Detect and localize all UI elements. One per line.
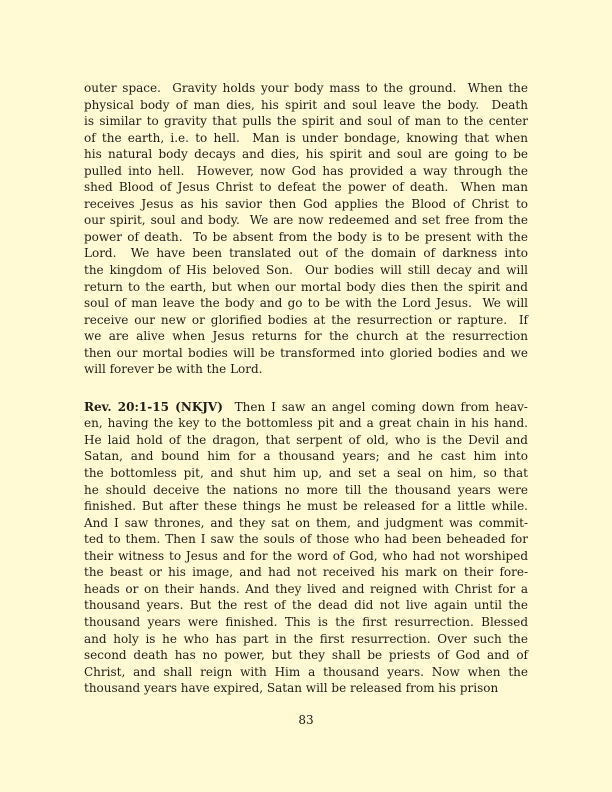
text-line: heads or on their hands. And they lived and reigned with Christ for a xyxy=(84,581,528,596)
text-line: return to the earth, but when our mortal body dies then the spirit and xyxy=(84,279,528,294)
text-line: second death has no power, but they shall be priests of God and of xyxy=(84,648,528,663)
text-line: shed Blood of Jesus Christ to defeat the power of death. When man xyxy=(84,180,528,195)
text-line: Satan, and bound him for a thousand years; and he cast him into xyxy=(84,449,528,464)
text-line: finished. But after these things he must be released for a little while. xyxy=(84,499,528,514)
text-line: thousand years have expired, Satan will be released from his prison xyxy=(84,681,499,696)
text-line: outer space. Gravity holds your body mass to the ground. When the xyxy=(84,81,528,95)
text-line: of the earth, i.e. to hell. Man is under bondage, knowing that when xyxy=(84,130,528,145)
text-line: his natural body decays and dies, his spirit and soul are going to be xyxy=(84,147,528,162)
paragraph-2 xyxy=(84,399,528,697)
text-line: the bottomless pit, and shut him up, and set a seal on him, so that xyxy=(84,466,528,481)
text-line: en, having the key to the bottomless pit and a great chain in his hand. xyxy=(84,416,528,431)
text-line: our spirit, soul and body. We are now redeemed and set free from the xyxy=(84,213,528,228)
text-line: pulled into hell. However, now God has provided a way through the xyxy=(84,163,528,178)
text-line: the kingdom of His beloved Son. Our bodies will still decay and will xyxy=(84,263,528,278)
text-line: receive our new or glorified bodies at the resurrection or rapture. If xyxy=(84,312,528,327)
text-line: physical body of man dies, his spirit and soul leave the body. Death xyxy=(84,97,528,112)
text-line: Christ, and shall reign with Him a thousand years. Now when the xyxy=(84,664,528,679)
text-line: thousand years were finished. This is the first resurrection. Blessed xyxy=(84,614,528,629)
text-line: and holy is he who has part in the first resurrection. Over such the xyxy=(84,631,528,646)
text-line: Rev. 20:1-15 (NKJV) Then I saw an angel coming down from heav- xyxy=(84,399,528,414)
text-line: Lord. We have been translated out of the domain of darkness into xyxy=(84,246,528,261)
text-line: thousand years. But the rest of the dead did not live again until the xyxy=(84,598,528,613)
text-line: ted to them. Then I saw the souls of those who had been beheaded for xyxy=(84,532,528,547)
text-line: is similar to gravity that pulls the spirit and soul of man to the center xyxy=(84,114,528,129)
text-block xyxy=(84,80,528,697)
text-line: receives Jesus as his savior then God applies the Blood of Christ to xyxy=(84,196,528,211)
paragraph-1 xyxy=(84,80,528,378)
text-line: we are alive when Jesus returns for the church at the resurrection xyxy=(84,329,528,344)
text-line: their witness to Jesus and for the word of God, who had not worshiped xyxy=(84,548,528,563)
text-line: soul of man leave the body and go to be with the Lord Jesus. We will xyxy=(84,296,528,311)
text-line: will forever be with the Lord. xyxy=(84,362,263,377)
text-line: the beast or his image, and had not received his mark on their fore- xyxy=(84,565,528,580)
verse-reference: Rev. 20:1-15 (NKJV) xyxy=(84,399,223,414)
text-line: He laid hold of the dragon, that serpent of old, who is the Devil and xyxy=(84,432,528,447)
page-number: 83 xyxy=(298,713,314,727)
text-line: power of death. To be absent from the body is to be present with the xyxy=(84,229,528,244)
text-line: he should deceive the nations no more till the thousand years were xyxy=(84,482,528,497)
text-line: then our mortal bodies will be transformed into gloried bodies and we xyxy=(84,345,528,360)
text-line: And I saw thrones, and they sat on them, and judgment was commit- xyxy=(84,515,528,530)
